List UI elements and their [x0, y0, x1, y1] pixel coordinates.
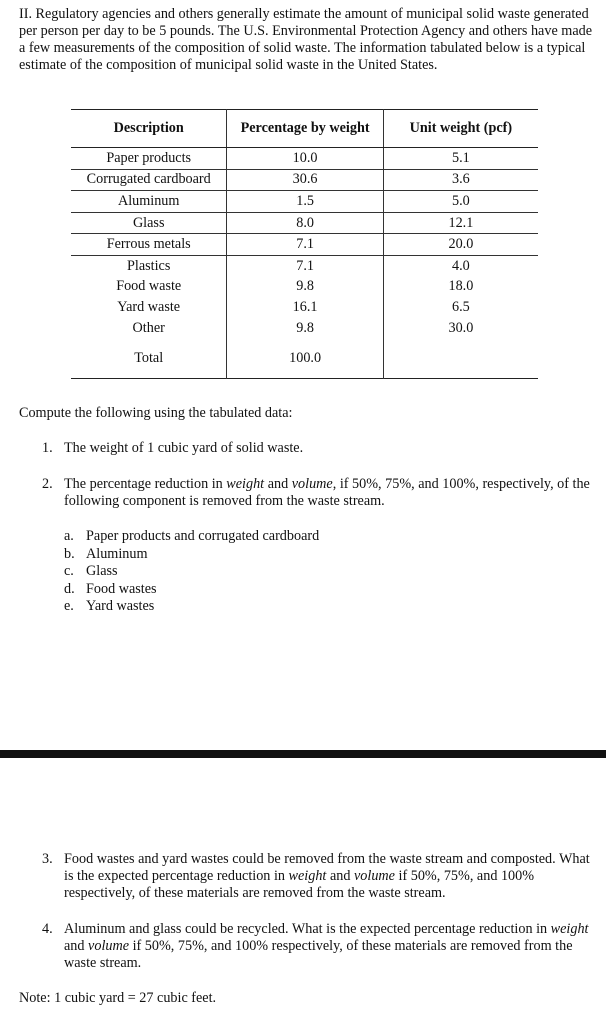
table-row: [71, 234, 538, 256]
cell-description: Glass: [71, 212, 227, 234]
list-item: e. Yard wastes: [64, 598, 155, 614]
table-row: [71, 191, 538, 213]
cell-percentage: 10.0: [227, 148, 383, 170]
cell-percentage: 8.0: [227, 212, 383, 234]
question-2: [42, 476, 590, 510]
cell-percentage: 30.6: [227, 169, 383, 191]
unit-note: Note: 1 cubic yard = 27 cubic feet.: [19, 990, 217, 1006]
table-row: [71, 148, 538, 170]
cell-unit-weight: 5.0: [383, 191, 538, 213]
header-percentage: Percentage by weight: [227, 110, 383, 148]
list-item: b. Aluminum: [64, 545, 148, 562]
question-1: [42, 440, 590, 457]
cell-unit-weight: 20.0: [383, 234, 538, 256]
cell-description: Food waste: [116, 278, 182, 295]
intro-paragraph: II. Regulatory agencies and others generally estimate the amount of municipal solid waste generated per person per day to be 5 pounds. The U.S. Environmental Protection Agency and others have made a few measurements of the composition of solid waste. The information tabulated below is a typical estimate of the composition of municipal solid waste in the United States.: [19, 6, 593, 73]
cell-percentage: 1.5: [227, 191, 383, 213]
cell-total-unit-weight: [383, 338, 538, 379]
cell-description: Ferrous metals: [71, 234, 227, 256]
question-number: 4.: [42, 921, 53, 937]
cell-total-label: Total: [134, 349, 164, 366]
question-text: The weight of 1 cubic yard of solid waste.: [64, 440, 304, 456]
question-text: The percentage reduction in weight and volume, if 50%, 75%, and 100%, respectively, of the following component is removed from the waste stream.: [64, 476, 590, 509]
question-3: [42, 851, 590, 902]
cell-description: Aluminum: [71, 191, 227, 213]
question-text: Food wastes and yard wastes could be removed from the waste stream and composted. What is the expected percentage reduction in weight and volume if 50%, 75%, and 100% respectively, of these materials are removed from the waste stream.: [64, 851, 590, 901]
cell-description: Plastics: [127, 257, 171, 274]
cell-description: Paper products: [71, 148, 227, 170]
page-divider: [0, 750, 606, 758]
cell-unit-weight: 5.1: [383, 148, 538, 170]
question-text: Aluminum and glass could be recycled. What is the expected percentage reduction in weight and volume if 50%, 75%, and 100% respectively, of these materials are removed from the waste stream.: [64, 921, 589, 971]
cell-unit-weight: 18.0: [448, 278, 474, 295]
cell-percentage: 7.1: [227, 234, 383, 256]
cell-percentage: 9.8: [227, 277, 383, 298]
question-number: 2.: [42, 476, 53, 492]
cell-total-percentage: 100.0: [227, 338, 383, 379]
list-item: d. Food wastes: [64, 580, 157, 597]
cell-description: Other: [132, 319, 165, 336]
table-row: [71, 297, 538, 318]
question-number: 3.: [42, 851, 53, 867]
table-row: [71, 255, 538, 276]
table-row: [71, 212, 538, 234]
question-number: 1.: [42, 440, 53, 456]
cell-unit-weight: 6.5: [452, 298, 470, 315]
table-header-row: [71, 110, 538, 148]
cell-unit-weight: 3.6: [383, 169, 538, 191]
cell-percentage: 9.8: [227, 318, 383, 339]
question-4: [42, 921, 590, 972]
table-row: [71, 318, 538, 339]
header-description: Description: [71, 110, 227, 148]
cell-unit-weight: 30.0: [448, 319, 474, 336]
cell-description: Corrugated cardboard: [71, 169, 227, 191]
header-unit-weight: Unit weight (pcf): [383, 110, 538, 148]
cell-percentage: 16.1: [227, 297, 383, 318]
table-row: [71, 277, 538, 298]
list-item: c. Glass: [64, 563, 118, 579]
table-total-row: [71, 338, 538, 379]
waste-composition-table: [71, 109, 538, 379]
cell-percentage: 7.1: [227, 255, 383, 276]
list-item: a. Paper products and corrugated cardboard: [64, 528, 320, 544]
cell-unit-weight: 12.1: [383, 212, 538, 234]
compute-heading: Compute the following using the tabulated data:: [19, 405, 293, 421]
cell-description: Yard waste: [117, 298, 181, 315]
table-row: [71, 169, 538, 191]
component-list: [64, 528, 319, 616]
cell-unit-weight: 4.0: [452, 257, 470, 274]
